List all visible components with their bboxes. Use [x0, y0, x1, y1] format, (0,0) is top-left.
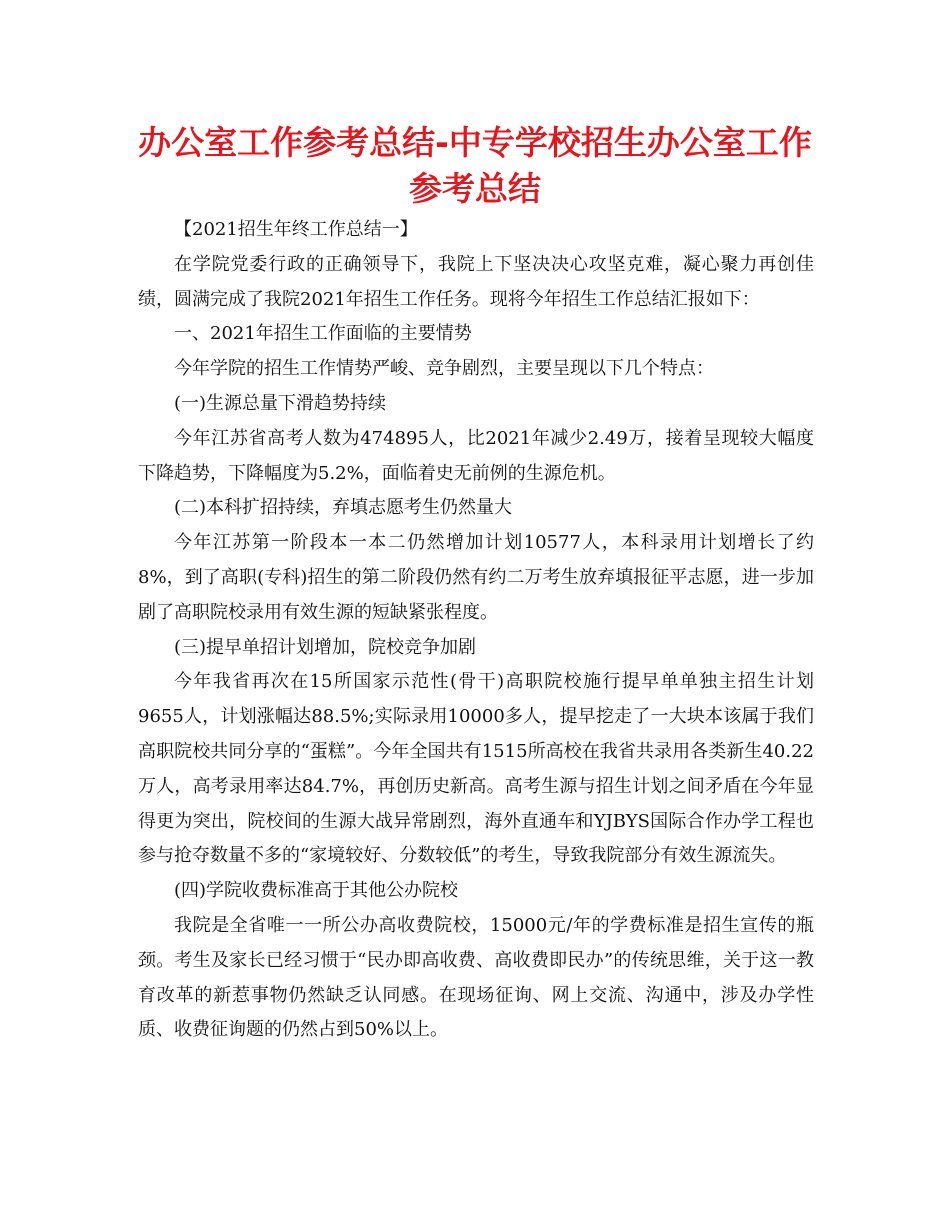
paragraph-4: 我院是全省唯一一所公办高收费院校，15000元/年的学费标准是招生宣传的瓶颈。考生及家长已经习惯于“民办即高收费、高收费即民办”的传统思维，关于这一教育改革的新惹事物仍然缺乏认同感。在现场征询、网上交流、沟通中，涉及办学性质、收费征询题的仍然占到50%以上。 — [138, 914, 814, 1041]
document-title: 办公室工作参考总结-中专学校招生办公室工作参考总结 — [138, 123, 812, 208]
subsection-heading-1: (一)生源总量下滑趋势持续 — [174, 392, 387, 414]
paragraph-2: 今年江苏第一阶段本一本二仍然增加计划10577人，本科录用计划增长了约8%，到了高职(专科)招生的第二阶段仍然有约二万考生放弃填报征平志愿，进一步加剧了高职院校录用有效生源的短缺紧张程度。 — [138, 532, 814, 623]
document-body — [138, 213, 814, 1048]
paragraph-1: 今年江苏省高考人数为474895人，比2021年减少2.49万，接着呈现较大幅度下降趋势，下降幅度为5.2%，面临着史无前例的生源危机。 — [138, 427, 814, 484]
paragraph-intro: 在学院党委行政的正确领导下，我院上下坚决决心攻坚克难，凝心聚力再创佳绩，圆满完成了我院2021年招生工作任务。现将今年招生工作总结汇报如下： — [138, 253, 814, 310]
paragraph-heading-summary: 【2021招生年终工作总结一】 — [174, 219, 418, 240]
subsection-heading-3: (三)提早单招计划增加，院校竞争加剧 — [174, 636, 477, 658]
subsection-heading-2: (二)本科扩招持续，弃填志愿考生仍然量大 — [174, 497, 513, 519]
subsection-heading-4: (四)学院收费标准高于其他公办院校 — [174, 880, 459, 902]
section-heading-1: 一、2021年招生工作面临的主要情势 — [174, 323, 472, 345]
paragraph-situation: 今年学院的招生工作情势严峻、竞争剧烈，主要呈现以下几个特点： — [174, 358, 714, 380]
paragraph-3: 今年我省再次在15所国家示范性(骨干)高职院校施行提早单单独主招生计划9655人，计划涨幅达88.5%;实际录用10000多人，提早挖走了一大块本该属于我们高职院校共同分享的“蛋糕”。今年全国共有1515所高校在我省共录用各类新生40.22万人，高考录用率达84.7%，再创历史新高。高考生源与招生计划之间矛盾在今年显得更为突出，院校间的生源大战异常剧烈，海外直通车和YJBYS国际合作办学工程也参与抢夺数量不多的“家境较好、分数较低”的考生，导致我院部分有效生源流失。 — [138, 671, 814, 867]
